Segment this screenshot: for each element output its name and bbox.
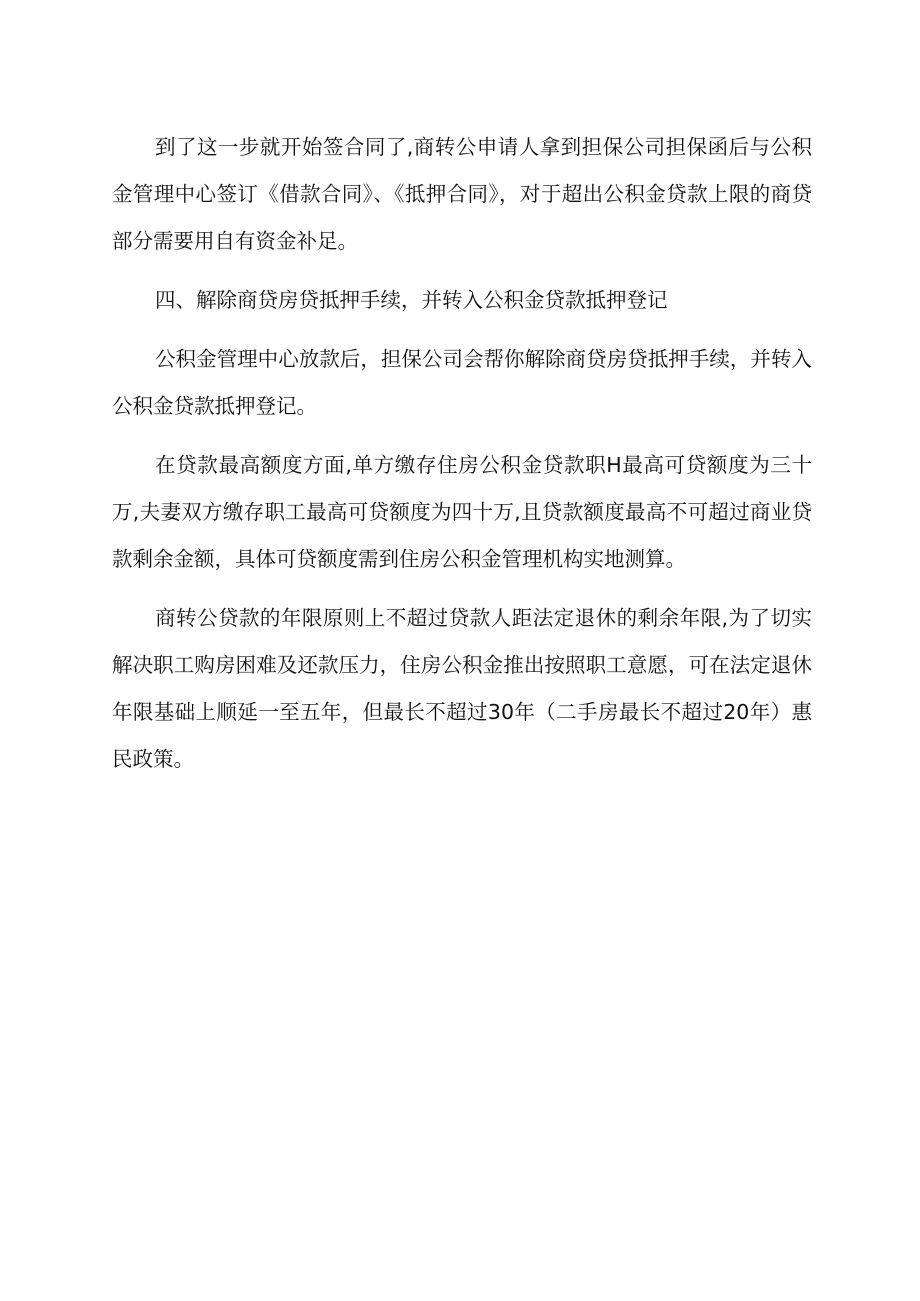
document-body: [112, 124, 812, 795]
paragraph-mortgage-transfer: 公积金管理中心放款后，担保公司会帮你解除商贷房贷抵押手续，并转入公积金贷款抵押登记。: [112, 347, 812, 418]
paragraph-signing-contracts: 到了这一步就开始签合同了,商转公申请人拿到担保公司担保函后与公积金管理中心签订《借款合同》、《抵押合同》，对于超出公积金贷款上限的商贷部分需要用自有资金补足。: [112, 135, 812, 253]
section-heading-four: 四、解除商贷房贷抵押手续，并转入公积金贷款抵押登记: [155, 288, 668, 312]
paragraph-loan-limit: 在贷款最高额度方面,单方缴存住房公积金贷款职H最高可贷额度为三十万,夫妻双方缴存职工最高可贷额度为四十万,且贷款额度最高不可超过商业贷款剩余金额，具体可贷额度需到住房公积金管理机构实地测算。: [112, 453, 812, 571]
paragraph-loan-term: 商转公贷款的年限原则上不超过贷款人距法定退休的剩余年限,为了切实解决职工购房困难及还款压力，住房公积金推出按照职工意愿，可在法定退休年限基础上顺延一至五年，但最长不超过30年（二手房最长不超过20年）惠民政策。: [112, 606, 812, 771]
